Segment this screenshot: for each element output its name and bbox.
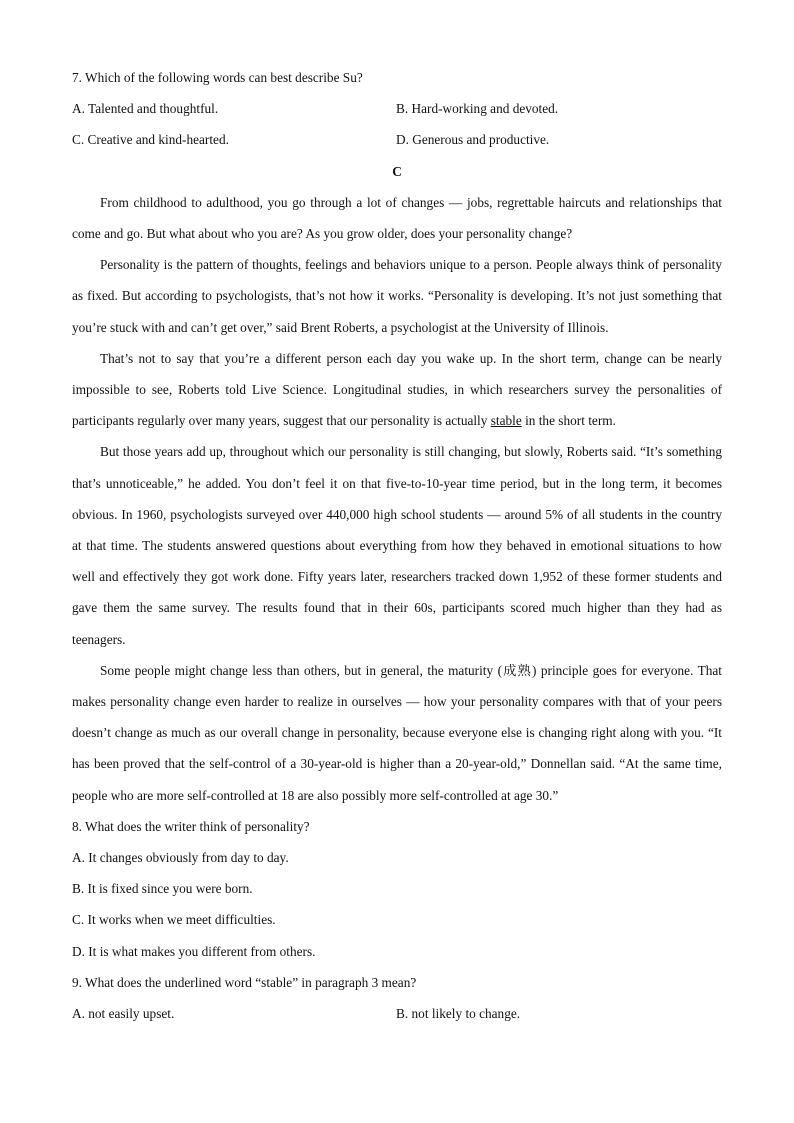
q9-question: 9. What does the underlined word “stable” in paragraph 3 mean? xyxy=(72,974,417,990)
section-label: C xyxy=(392,163,402,179)
p3-text-before: That’s not to say that you’re a different person each day you wake up. In the short term, change can be nearly impossible to see, Roberts told Live Science. Longitudinal studies, in which researchers survey the personalities of participants regularly over many years, suggest that our personality is actually xyxy=(72,350,722,429)
passage-paragraph-3 xyxy=(72,343,722,437)
q7-options-row-2 xyxy=(72,124,722,155)
q8-option-b: B. It is fixed since you were born. xyxy=(72,881,253,897)
q7-option-a: A. Talented and thoughtful. xyxy=(72,101,219,117)
q8-option-c: C. It works when we meet difficulties. xyxy=(72,912,276,928)
q9-options-row-1 xyxy=(72,998,722,1029)
q8-option-d: D. It is what makes you different from others. xyxy=(72,943,316,959)
q7-question: 7. Which of the following words can best describe Su? xyxy=(72,70,363,85)
q7-options-row-1 xyxy=(72,93,722,124)
passage-paragraph-4: But those years add up, throughout which our personality is still changing, but slowly, Roberts said. “It’s something that’s unnoticeable,” he added. You don’t feel it on that five-to-10-year time period, but in the long term, it becomes obvious. In 1960, psychologists surveyed over 440,000 high school students — around 5% of all students in the country at that time. The students answered questions about everything from how they behaved in emotional situations to how well and effectively they got work done. Fifty years later, researchers tracked down 1,952 of these former students and gave them the same survey. The results found that in their 60s, participants scored much higher than they had as teenagers. xyxy=(72,444,722,647)
q7-option-c: C. Creative and kind-hearted. xyxy=(72,132,229,148)
underlined-word-stable: stable xyxy=(490,413,522,429)
q9-option-b: B. not likely to change. xyxy=(396,1006,521,1022)
p3-text-after: in the short term. xyxy=(521,413,616,429)
exam-page xyxy=(72,62,722,1029)
q8-question: 8. What does the writer think of personality? xyxy=(72,818,310,834)
passage-paragraph-1: From childhood to adulthood, you go through a lot of changes — jobs, regrettable haircuts and relationships that come and go. But what about who you are? As you grow older, does your personality change? xyxy=(72,194,722,242)
q9-option-a: A. not easily upset. xyxy=(72,1006,175,1022)
q7-option-b: B. Hard-working and devoted. xyxy=(396,101,559,117)
passage-paragraph-5: Some people might change less than others, but in general, the maturity (成熟) principle goes for everyone. That makes personality change even harder to realize in ourselves — how your personality compares with that of your peers doesn’t change as much as our overall change in personality, because everyone else is changing right along with you. “It has been proved that the self-control of a 30-year-old is higher than a 20-year-old,” Donnellan said. “At the same time, people who are more self-controlled at 18 are also possibly more self-controlled at age 30.” xyxy=(72,662,722,803)
q8-option-a: A. It changes obviously from day to day. xyxy=(72,850,289,866)
q7-option-d: D. Generous and productive. xyxy=(396,132,550,148)
passage-paragraph-2: Personality is the pattern of thoughts, feelings and behaviors unique to a person. People always think of personality as fixed. But according to psychologists, that’s not how it works. “Personality is developing. It’s not just something that you’re stuck with and can’t get over,” said Brent Roberts, a psychologist at the University of Illinois. xyxy=(72,257,722,335)
